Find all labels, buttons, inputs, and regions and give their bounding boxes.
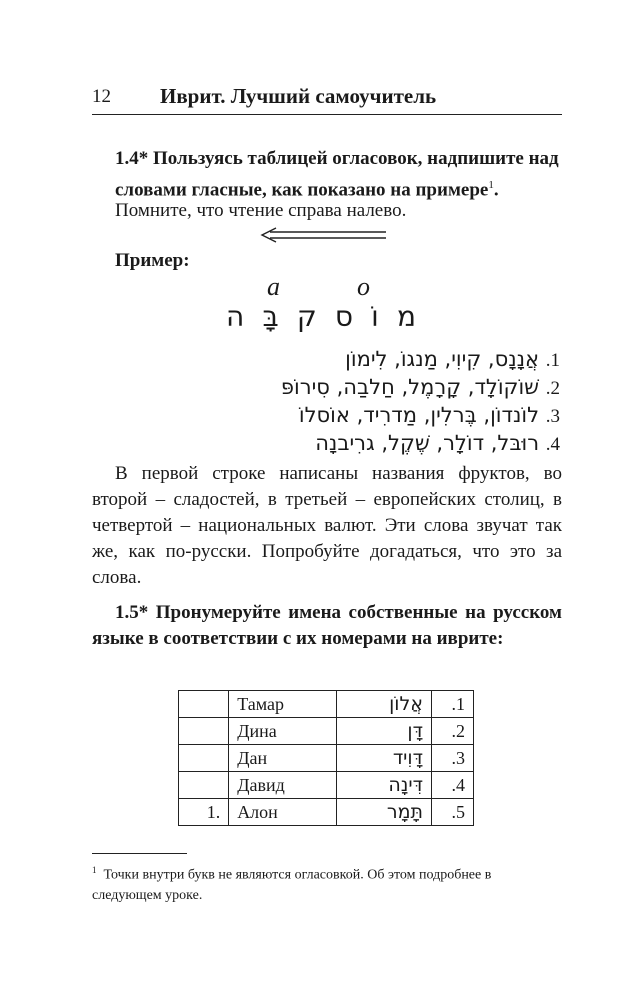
hebrew-name-cell: אֲלוֹן: [336, 691, 431, 718]
line-number: 2.: [545, 378, 560, 399]
line-words: שׁוֹקוֹלָד, קָרָמֶל, חַלבַה, סִירוֹפּ: [280, 375, 540, 399]
russian-name-cell: Дан: [229, 745, 337, 772]
line-number: 4.: [545, 434, 560, 455]
table-row: [179, 718, 474, 745]
line-number: 3.: [545, 406, 560, 427]
example-letter: וֹ: [371, 300, 379, 333]
answer-cell[interactable]: [179, 745, 229, 772]
example-label: Пример:: [115, 250, 190, 271]
exercise-1-5-heading: 1.5* Пронумеруйте имена собственные на русском языке в соответствии с их номерами на иврите:: [92, 602, 562, 649]
number-cell: .2: [431, 718, 473, 745]
exercise-1-4-heading-text: 1.4* Пользуясь таблицей огласовок, надпишите над словами гласные, как показано на примере: [115, 148, 559, 201]
running-title: Иврит. Лучший самоучитель: [160, 84, 437, 108]
reading-direction-note: Помните, что чтение справа налево.: [115, 200, 407, 221]
number-cell: .3: [431, 745, 473, 772]
footnote-divider: [92, 853, 187, 854]
example-vowel-o: o: [357, 272, 370, 301]
hebrew-name-cell: דִּינָה: [336, 772, 431, 799]
example-letter: בָּ: [262, 300, 279, 333]
hebrew-name-cell: תָּמָר: [336, 799, 431, 826]
russian-name-cell: Тамар: [229, 691, 337, 718]
number-cell: .1: [431, 691, 473, 718]
example-hebrew-letters: [226, 300, 416, 333]
header-divider: [92, 114, 562, 115]
exercise-1-4-heading: [115, 146, 565, 203]
example-vowel-a: a: [267, 272, 280, 301]
footnote-marker: 1: [92, 865, 97, 875]
hebrew-name-cell: דָּוִיד: [336, 745, 431, 772]
line-number: 1.: [545, 350, 560, 371]
word-line-3: [260, 402, 560, 430]
line-words: לוֹנדוֹן, בֶּרלִין, מַדרִיד, אוֹסלוֹ: [298, 403, 540, 427]
page-number: 12: [92, 86, 111, 107]
example-letter: מ: [396, 300, 416, 333]
word-line-4: [260, 430, 560, 458]
hebrew-name-cell: דָּן: [336, 718, 431, 745]
example-letter: ס: [334, 300, 354, 333]
name-matching-table: [178, 690, 474, 826]
number-cell: .4: [431, 772, 473, 799]
heading-period: .: [493, 179, 499, 201]
footnote-text: Точки внутри букв не являются огласовкой. Об этом подробнее в следующем уроке.: [92, 867, 492, 903]
example-letter: ה: [226, 300, 245, 333]
double-left-arrow-icon: [258, 227, 388, 243]
answer-cell[interactable]: [179, 691, 229, 718]
table-row: [179, 772, 474, 799]
russian-name-cell: Дина: [229, 718, 337, 745]
line-words: אֲנָנָס, קִיוִי, מַנגוֹ, לִימוֹן: [345, 347, 540, 371]
example-letter: ק: [296, 300, 317, 333]
hebrew-word-list: [260, 346, 560, 458]
table-row: [179, 799, 474, 826]
footnote: [92, 860, 562, 906]
russian-name-cell: Давид: [229, 772, 337, 799]
explanation-paragraph: [92, 461, 562, 591]
explanation-text: В первой строке написаны названия фруктов, во второй – сладостей, в третьей – европейских столиц, в четвертой – национальных валют. Эти слова звучат так же, как по-русски. Попробуйте догадаться, что это за слова.: [92, 463, 562, 588]
line-words: רוּבּל, דוֹלָר, שֶׁקֶל, גרִיבנָה: [315, 431, 540, 455]
word-line-2: [260, 374, 560, 402]
russian-name-cell: Алон: [229, 799, 337, 826]
answer-cell[interactable]: [179, 772, 229, 799]
footnote-reference[interactable]: 1: [488, 179, 494, 191]
answer-cell[interactable]: [179, 718, 229, 745]
table-row: [179, 691, 474, 718]
table-row: [179, 745, 474, 772]
word-line-1: [260, 346, 560, 374]
number-cell: .5: [431, 799, 473, 826]
answer-cell[interactable]: 1.: [179, 799, 229, 826]
